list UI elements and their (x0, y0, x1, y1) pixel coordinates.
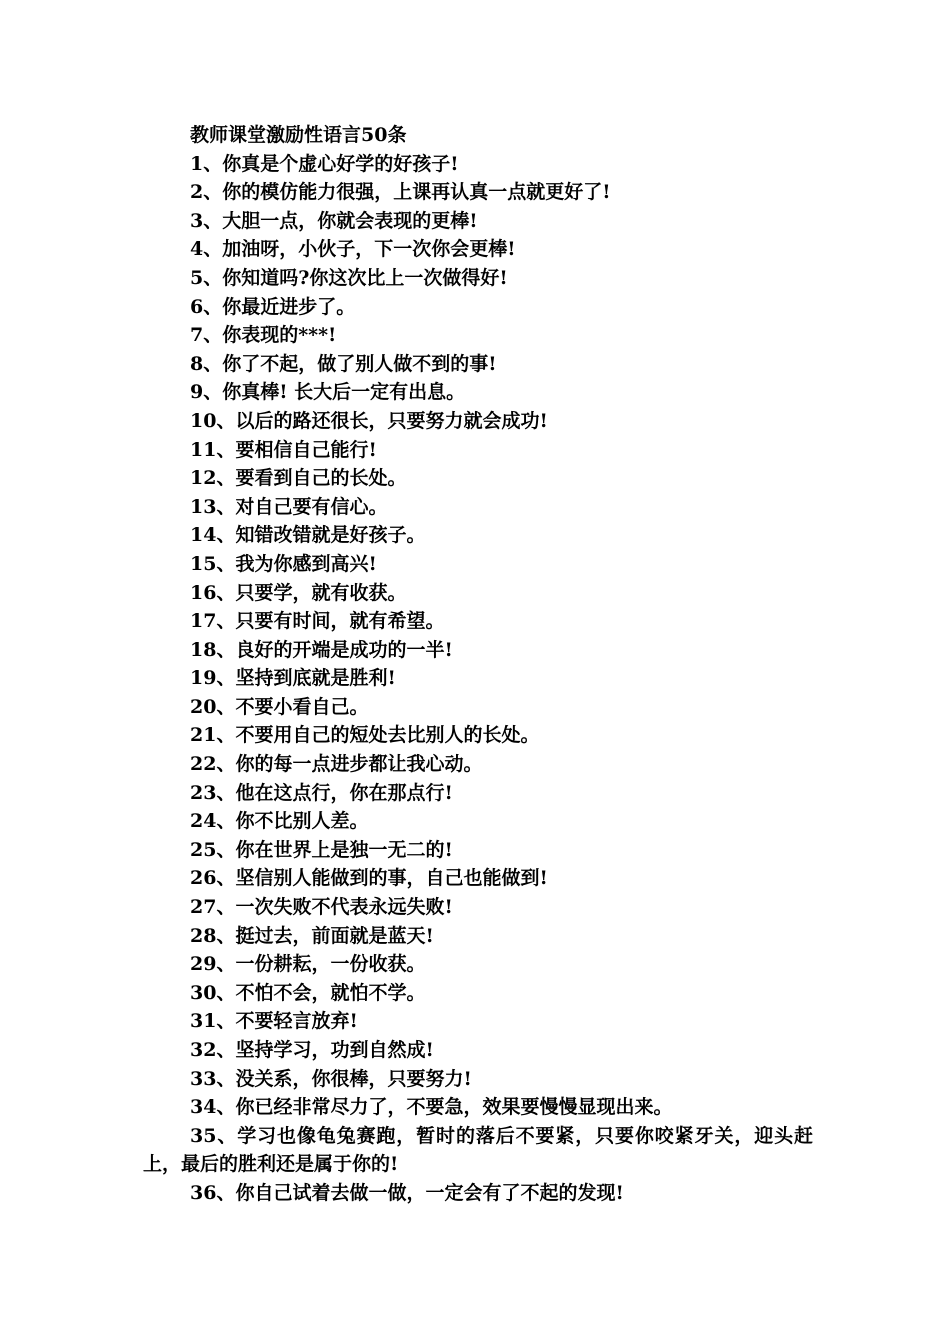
list-item: 11、要相信自己能行! (190, 438, 377, 461)
list-item: 16、只要学，就有收获。 (190, 581, 407, 604)
list-item: 35、学习也像龟兔赛跑，暂时的落后不要紧，只要你咬紧牙关，迎头赶上，最后的胜利还是属于你的! (143, 1124, 813, 1176)
list-item: 1、你真是个虚心好学的好孩子! (190, 152, 459, 175)
list-item: 36、你自己试着去做一做，一定会有了不起的发现! (190, 1181, 624, 1204)
document-title: 教师课堂激励性语言50条 (190, 124, 407, 146)
list-item: 27、一次失败不代表永远失败! (190, 896, 453, 919)
list-item: 4、加油呀，小伙子，下一次你会更棒! (190, 238, 516, 261)
list-item: 17、只要有时间，就有希望。 (190, 610, 445, 633)
list-item: 14、知错改错就是好孩子。 (190, 524, 426, 547)
list-item: 21、不要用自己的短处去比别人的长处。 (190, 724, 540, 747)
list-item: 15、我为你感到高兴! (190, 552, 377, 575)
list-item: 29、一份耕耘，一份收获。 (190, 953, 426, 976)
list-item: 18、良好的开端是成功的一半! (190, 638, 453, 661)
list-item: 13、对自己要有信心。 (190, 495, 388, 518)
list-item: 9、你真棒! 长大后一定有出息。 (190, 381, 466, 404)
document-body (143, 121, 813, 1208)
list-item: 8、你了不起，做了别人做不到的事! (190, 352, 497, 375)
list-item: 19、坚持到底就是胜利! (190, 667, 396, 690)
list-item: 3、大胆一点，你就会表现的更棒! (190, 209, 478, 232)
list-item: 26、坚信别人能做到的事，自己也能做到! (190, 867, 548, 890)
list-item: 10、以后的路还很长，只要努力就会成功! (190, 409, 548, 432)
list-item: 2、你的模仿能力很强，上课再认真一点就更好了! (190, 181, 611, 204)
list-item: 6、你最近进步了。 (190, 295, 356, 318)
list-item: 30、不怕不会，就怕不学。 (190, 981, 426, 1004)
list-item: 5、你知道吗?你这次比上一次做得好! (190, 266, 508, 289)
list-item: 7、你表现的***! (190, 324, 337, 347)
list-item: 33、没关系，你很棒，只要努力! (190, 1067, 472, 1090)
list-item: 24、你不比别人差。 (190, 810, 369, 833)
list-item: 23、他在这点行，你在那点行! (190, 781, 453, 804)
list-item: 22、你的每一点进步都让我心动。 (190, 753, 483, 776)
list-item: 28、挺过去，前面就是蓝天! (190, 924, 434, 947)
list-item: 20、不要小看自己。 (190, 695, 369, 718)
list-item: 32、坚持学习，功到自然成! (190, 1039, 434, 1061)
list-item: 25、你在世界上是独一无二的! (190, 838, 453, 861)
list-item: 34、你已经非常尽力了，不要急，效果要慢慢显现出来。 (190, 1096, 673, 1119)
list-item: 12、要看到自己的长处。 (190, 467, 407, 490)
list-item: 31、不要轻言放弃! (190, 1010, 358, 1033)
